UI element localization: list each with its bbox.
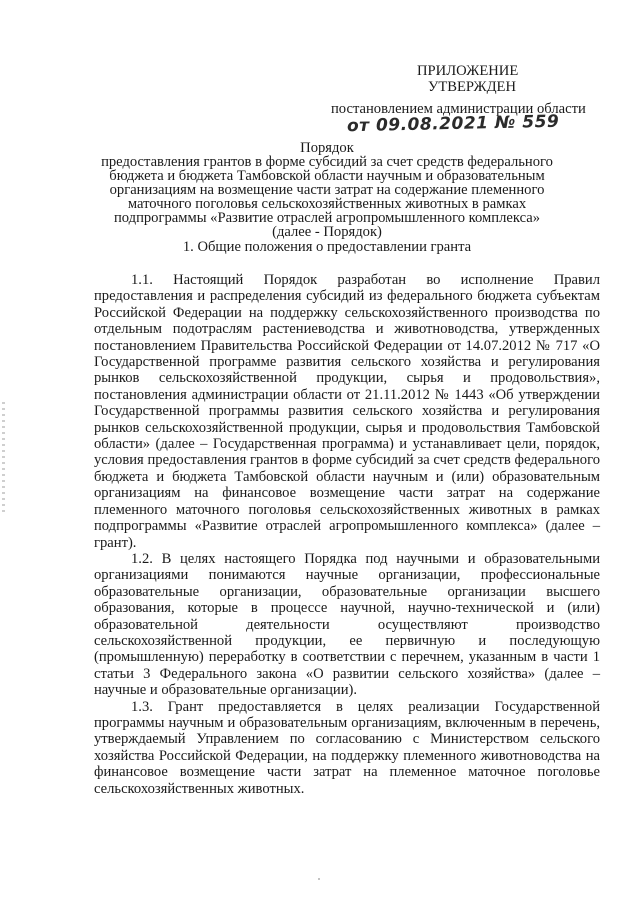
document-subtitle: предоставления грантов в форме субсидий за счет средств федерального бюджета и бюджета Тамбовской области научным и образовательным организациям на возмещение части затрат на содержание племенного маточного поголовья сельскохозяйственных животных в рамках подпрограммы «Развитие отраслей агропромышленного комплекса» (далее - Порядок) xyxy=(101,154,553,240)
document-title: Порядок xyxy=(300,140,354,156)
section-body xyxy=(94,272,600,797)
paragraph-1-1: 1.1. Настоящий Порядок разработан во исполнение Правил предоставления и распределения субсидий из федерального бюджета субъектам Российской Федерации на поддержку сельскохозяйственного производства по отдельным подотраслям растениеводства и животноводства, утвержденных постановлением Правительства Российской Федерации от 14.07.2012 № 717 «О Государственной программе развития сельского хозяйства и регулирования рынков сельскохозяйственной продукции, сырья и продовольствия», постановления администрации области от 21.11.2012 № 1443 «Об утверждении Государственной программы развития сельского хозяйства и регулирования рынков сельскохозяйственной продукции, сырья и продовольствия Тамбовской области» (далее – Государственная программа) и устанавливает цели, порядок, условия предоставления грантов в форме субсидий за счет средств федерального бюджета и бюджета Тамбовской области научным и (или) образовательным организациям на финансовое возмещение части затрат на содержание племенного маточного поголовья сельскохозяйственных животных в рамках подпрограммы «Развитие отраслей агропромышленного комплекса» (далее – грант). xyxy=(94,272,600,551)
approved-label: УТВЕРЖДЕН xyxy=(428,79,516,95)
paragraph-1-2: 1.2. В целях настоящего Порядка под научными и образовательными организациями понимаются научные организации, профессиональные образовательные организации, образовательные организации высшего образования, которые в процессе научной, научно-технической и (или) образовательной деятельности осуществляют производство сельскохозяйственной продукции, ее первичную и последующую (промышленную) переработку в соответствии с перечнем, указанным в части 1 статьи 3 Федерального закона «О развитии сельского хозяйства» (далее – научные и образовательные организации). xyxy=(94,550,600,699)
paragraph-1-3: 1.3. Грант предоставляется в целях реализации Государственной программы научным и образовательным организациям, включенным в перечень, утверждаемый Управлением по согласованию с Министерством сельского хозяйства Российской Федерации, на поддержку племенного животноводства на финансовое возмещение части затрат на племенное маточное поголовье сельскохозяйственных животных. xyxy=(94,698,600,797)
section-heading: 1. Общие положения о предоставлении гранта xyxy=(182,239,472,255)
decree-label: постановлением администрации области xyxy=(331,101,586,117)
scan-edge-mark xyxy=(2,402,5,512)
handwritten-date-number: от 09.08.2021 № 559 xyxy=(346,111,560,137)
scan-speck xyxy=(318,878,320,880)
appendix-label: ПРИЛОЖЕНИЕ xyxy=(417,63,519,79)
